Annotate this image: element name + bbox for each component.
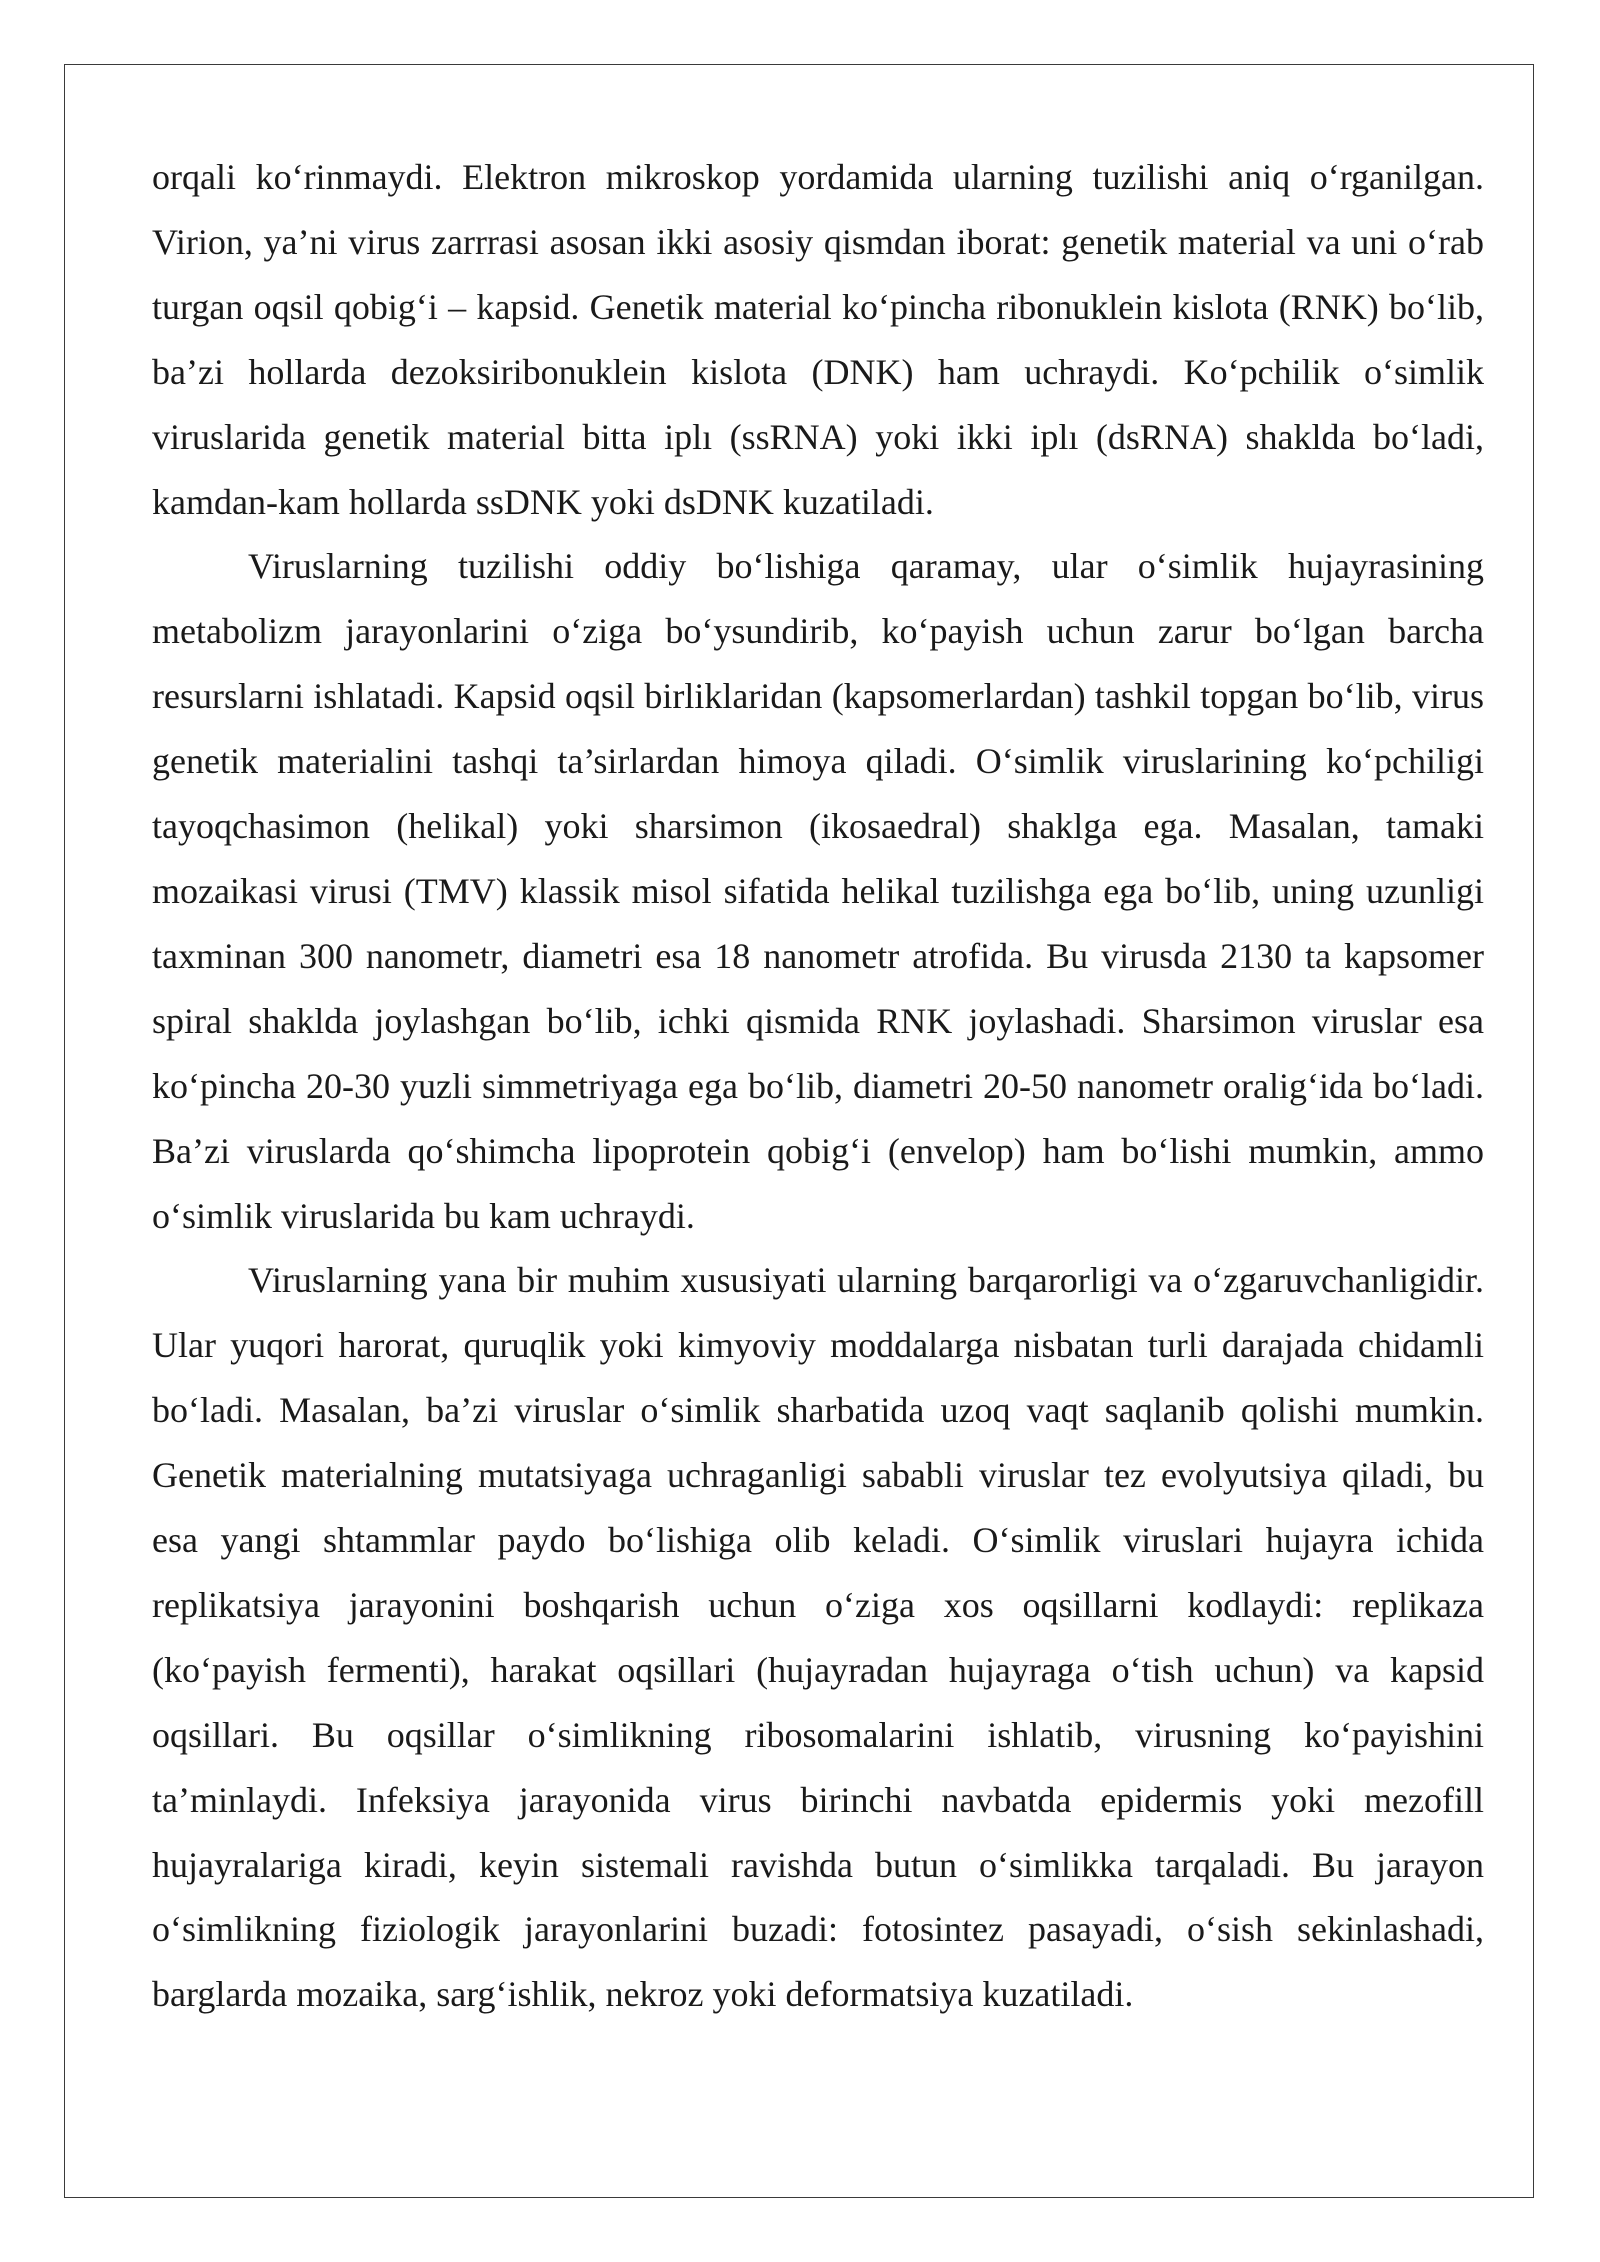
paragraph-1: orqali koʻrinmaydi. Elektron mikroskop yordamida ularning tuzilishi aniq oʻrganilgan. Virion, ya’ni virus zarrrasi asosan ikki asosiy qismdan iborat: genetik material va uni oʻrab turgan oqsil qobigʻi – kapsid. Genetik material koʻpincha ribonuklein kislota (RNK) boʻlib, ba’zi hollarda dezoksiribonuklein kislota (DNK) ham uchraydi. Koʻpchilik oʻsimlik viruslarida genetik material bitta iplı (ssRNA) yoki ikki iplı (dsRNA) shaklda boʻladi, kamdan-kam hollarda ssDNK yoki dsDNK kuzatiladi. xyxy=(152,157,1484,522)
paragraph-2: Viruslarning tuzilishi oddiy boʻlishiga qaramay, ular oʻsimlik hujayrasining metabolizm jarayonlarini oʻziga boʻysundirib, koʻpayish uchun zarur boʻlgan barcha resurslarni ishlatadi. Kapsid oqsil birliklaridan (kapsomerlardan) tashkil topgan boʻlib, virus genetik materialini tashqi ta’sirlardan himoya qiladi. Oʻsimlik viruslarining koʻpchiligi tayoqchasimon (helikal) yoki sharsimon (ikosaedral) shaklga ega. Masalan, tamaki mozaikasi virusi (TMV) klassik misol sifatida helikal tuzilishga ega boʻlib, uning uzunligi taxminan 300 nanometr, diametri esa 18 nanometr atrofida. Bu virusda 2130 ta kapsomer spiral shaklda joylashgan boʻlib, ichki qismida RNK joylashadi. Sharsimon viruslar esa koʻpincha 20-30 yuzli simmetriyaga ega boʻlib, diametri 20-50 nanometr oraligʻida boʻladi. Ba’zi viruslarda qoʻshimcha lipoprotein qobigʻi (envelop) ham boʻlishi mumkin, ammo oʻsimlik viruslarida bu kam uchraydi. xyxy=(152,546,1484,1236)
paragraph-3: Viruslarning yana bir muhim xususiyati ularning barqarorligi va oʻzgaruvchanligidir. Ular yuqori harorat, quruqlik yoki kimyoviy moddalarga nisbatan turli darajada chidamli boʻladi. Masalan, ba’zi viruslar oʻsimlik sharbatida uzoq vaqt saqlanib qolishi mumkin. Genetik materialning mutatsiyaga uchraganligi sababli viruslar tez evolyutsiya qiladi, bu esa yangi shtammlar paydo boʻlishiga olib keladi. Oʻsimlik viruslari hujayra ichida replikatsiya jarayonini boshqarish uchun oʻziga xos oqsillarni kodlaydi: replikaza (koʻpayish fermenti), harakat oqsillari (hujayradan hujayraga oʻtish uchun) va kapsid oqsillari. Bu oqsillar oʻsimlikning ribosomalarini ishlatib, virusning koʻpayishini ta’minlaydi. Infeksiya jarayonida virus birinchi navbatda epidermis yoki mezofill hujayralariga kiradi, keyin sistemali ravishda butun oʻsimlikka tarqaladi. Bu jarayon oʻsimlikning fiziologik jarayonlarini buzadi: fotosintez pasayadi, oʻsish sekinlashadi, barglarda mozaika, sargʻishlik, nekroz yoki deformatsiya kuzatiladi. xyxy=(152,1260,1484,2015)
document-body xyxy=(152,145,1484,2027)
